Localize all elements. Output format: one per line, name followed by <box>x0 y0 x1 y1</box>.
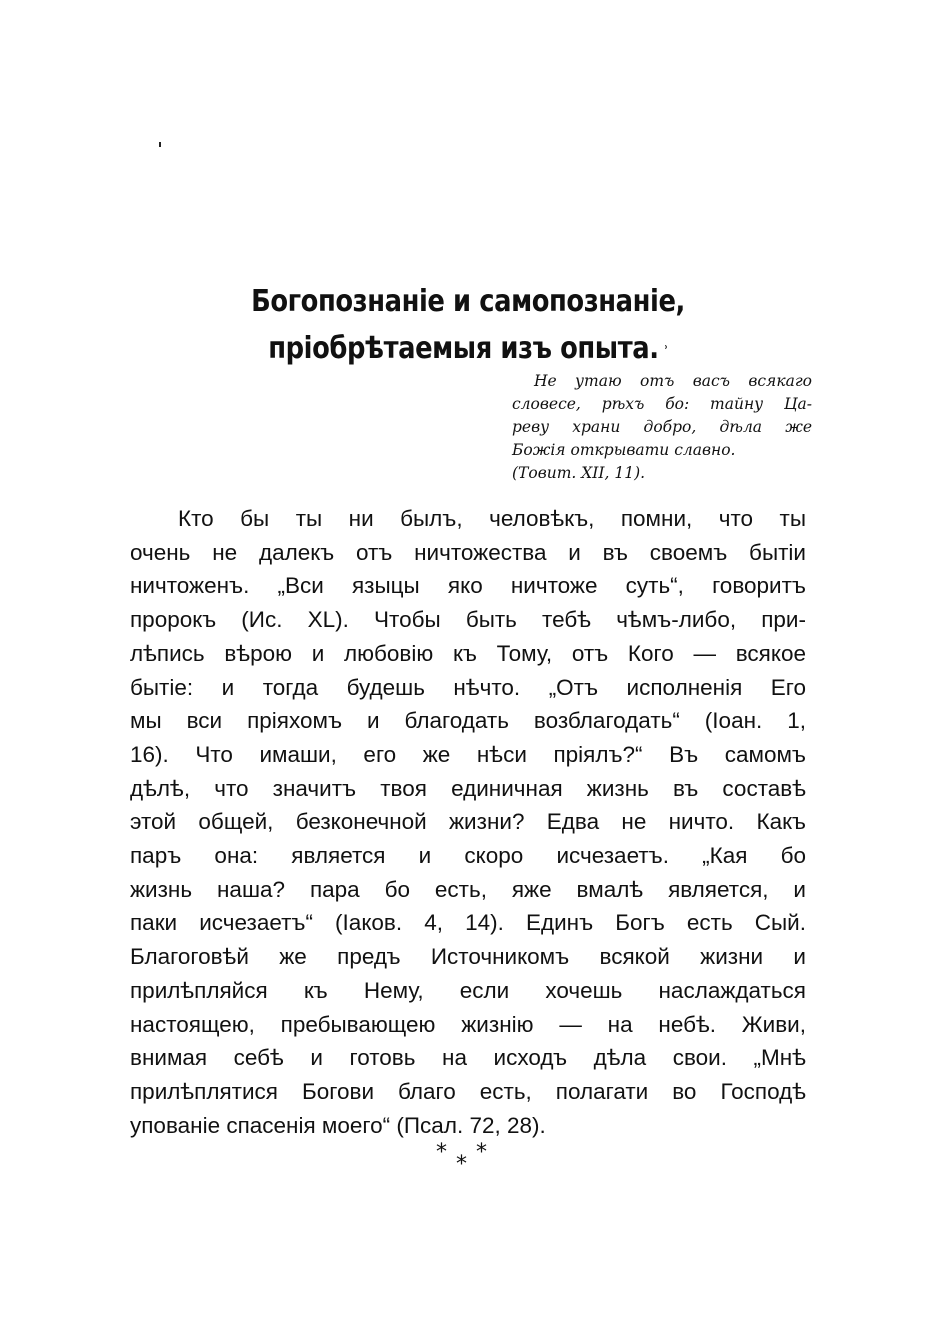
epigraph-line: реву храни добро, дѣла же <box>512 418 812 436</box>
body-line: дѣлѣ, что значитъ твоя единичная жизнь въ составѣ <box>130 775 806 801</box>
title-ink-mark: ˒ <box>663 341 668 357</box>
section-break-asterism <box>436 1140 496 1180</box>
body-line: прилѣплятися Богови благо есть, полагати во Господѣ <box>130 1078 806 1104</box>
chapter-title <box>176 278 761 373</box>
body-line: лѣпись вѣрою и любовію къ Тому, отъ Кого — всякое <box>130 640 806 666</box>
body-line: прилѣпляйся къ Нему, если хочешь наслаждаться <box>130 977 806 1003</box>
body-line: паръ она: является и скоро исчезаетъ. „Кая бо <box>130 843 806 869</box>
body-line: внимая себѣ и готовь на исходъ дѣла свои. „Мнѣ <box>130 1045 806 1071</box>
body-line: упованіе спасенія моего“ (Псал. 72, 28). <box>130 1112 546 1138</box>
epigraph-line: Божія открывати славно. <box>512 441 736 459</box>
body-line: этой общей, безконечной жизни? Едва не ничто. Какъ <box>130 809 806 835</box>
epigraph-line: Не утаю отъ васъ всякаго <box>534 372 812 390</box>
asterism-star: * <box>476 1140 487 1165</box>
body-line: мы вси пріяхомъ и благодать возблагодать“ (Іоан. 1, <box>130 708 806 734</box>
body-line: 16). Что имаши, его же нѣси пріялъ?“ Въ самомъ <box>130 741 806 767</box>
epigraph <box>512 370 812 485</box>
epigraph-reference: (Товит. XII, 11). <box>512 464 646 482</box>
body-line: Кто бы ты ни былъ, человѣкъ, помни, что ты <box>178 506 806 531</box>
body-line: пророкъ (Ис. XL). Чтобы быть тебѣ чѣмъ-либо, при- <box>130 607 806 633</box>
body-line: паки исчезаетъ“ (Іаков. 4, 14). Единъ Богъ есть Сый. <box>130 910 806 936</box>
body-line: Благоговѣй же предъ Источникомъ всякой жизни и <box>130 944 806 970</box>
body-line: очень не далекъ отъ ничтожества и въ своемъ бытіи <box>130 539 806 565</box>
epigraph-line: словесе, рѣхъ бо: тайну Ца- <box>512 395 812 413</box>
stray-ink-mark <box>159 142 161 147</box>
body-line: бытіе: и тогда будешь нѣчто. „Отъ исполненія Его <box>130 674 806 700</box>
body-line: жизнь наша? пара бо есть, яже вмалѣ является, и <box>130 876 806 902</box>
body-line: настоящею, пребывающею жизнію — на небѣ. Живи, <box>130 1011 806 1037</box>
asterism-star: * <box>436 1140 447 1165</box>
asterism-star: * <box>456 1152 467 1177</box>
body-paragraph <box>130 502 806 1142</box>
body-line: ничтоженъ. „Вси языцы яко ничтоже суть“, говоритъ <box>130 573 806 599</box>
chapter-title-text: Богопознаніе и самопознаніе, пріобрѣтаемыя изъ опыта. <box>251 284 685 366</box>
